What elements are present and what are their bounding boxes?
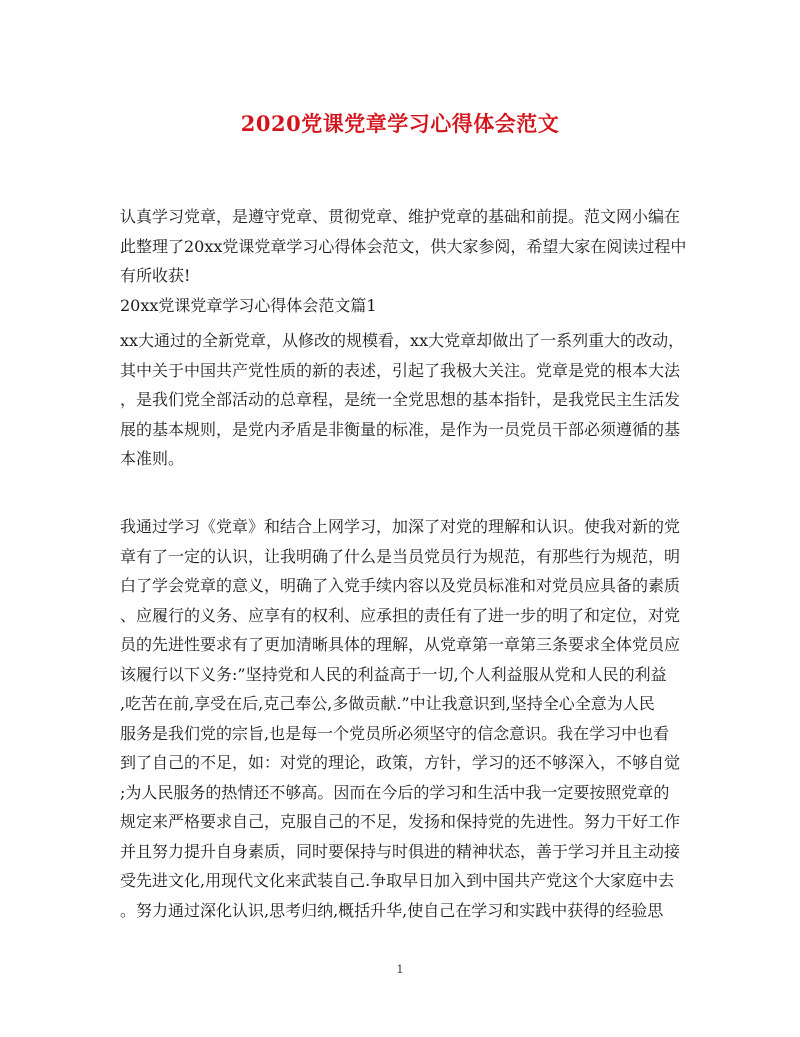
intro-section [120, 202, 698, 320]
paragraph-line: 规定来严格要求自己，克服自己的不足，发扬和保持党的先进性。努力干好工作 [120, 812, 681, 831]
paragraph-line: 、应履行的义务、应享有的权利、应承担的责任有了进一步的明了和定位，对党 [120, 605, 681, 625]
page-number: 1 [396, 963, 404, 976]
intro-line: 有所收获! [120, 266, 191, 285]
paragraph-line: ，是我们党全部活动的总章程，是统一全党思想的基本指针，是我党民主生活发 [120, 390, 681, 409]
intro-line: 此整理了20xx党课党章学习心得体会范文，供大家参阅，希望大家在阅读过程中 [120, 236, 687, 256]
intro-line: 认真学习党章，是遵守党章、贯彻党章、维护党章的基础和前提。范文网小编在 [120, 207, 681, 226]
paragraph-line: 我通过学习《党章》和结合上网学习，加深了对党的理解和认识。使我对新的党 [120, 517, 681, 536]
paragraph-line: 服务是我们党的宗旨,也是每一个党员所必须坚守的信念意识。我在学习中也看 [120, 723, 670, 743]
paragraph-line: 该履行以下义务:”坚持党和人民的利益高于一切,个人利益服从党和人民的利益 [120, 664, 667, 684]
paragraph-line: 并且努力提升自身素质，同时要保持与时俱进的精神状态，善于学习并且主动接 [120, 841, 681, 861]
section-heading: 20xx党课党章学习心得体会范文篇1 [120, 295, 377, 315]
paragraph-line: 受先进文化,用现代文化来武装自己.争取早日加入到中国共产党这个大家庭中去 [120, 871, 675, 890]
paragraph-line: 到了自己的不足，如：对党的理论，政策，方针，学习的还不够深入，不够自觉 [120, 753, 681, 772]
paragraph-1 [120, 326, 698, 474]
paragraph-line: 白了学会党章的意义，明确了入党手续内容以及党员标准和对党员应具备的素质 [120, 576, 681, 595]
paragraph-line: ,吃苦在前,享受在后,克己奉公,多做贡献.”中让我意识到,坚持全心全意为人民 [120, 694, 655, 713]
paragraph-line: 本准则。 [120, 449, 185, 468]
paragraph-line: 展的基本规则，是党内矛盾是非衡量的标准，是作为一员党员干部必须遵循的基 [120, 419, 681, 439]
paragraph-line: xx大通过的全新党章，从修改的规模看，xx大党章却做出了一系列重大的改动， [120, 331, 685, 350]
paragraph-2 [120, 512, 698, 925]
paragraph-line: 员的先进性要求有了更加清晰具体的理解，从党章第一章第三条要求全体党员应 [120, 635, 681, 654]
document-title: 2020党课党章学习心得体会范文 [240, 111, 560, 136]
paragraph-line: 章有了一定的认识，让我明确了什么是当员党员行为规范，有那些行为规范，明 [120, 546, 681, 566]
paragraph-line: ;为人民服务的热情还不够高。因而在今后的学习和生活中我一定要按照党章的 [120, 782, 670, 802]
paragraph-line: 。努力通过深化认识,思考归纳,概括升华,使自己在学习和实践中获得的经验思 [120, 900, 664, 920]
paragraph-line: 其中关于中国共产党性质的新的表述，引起了我极大关注。党章是党的根本大法 [120, 360, 681, 380]
